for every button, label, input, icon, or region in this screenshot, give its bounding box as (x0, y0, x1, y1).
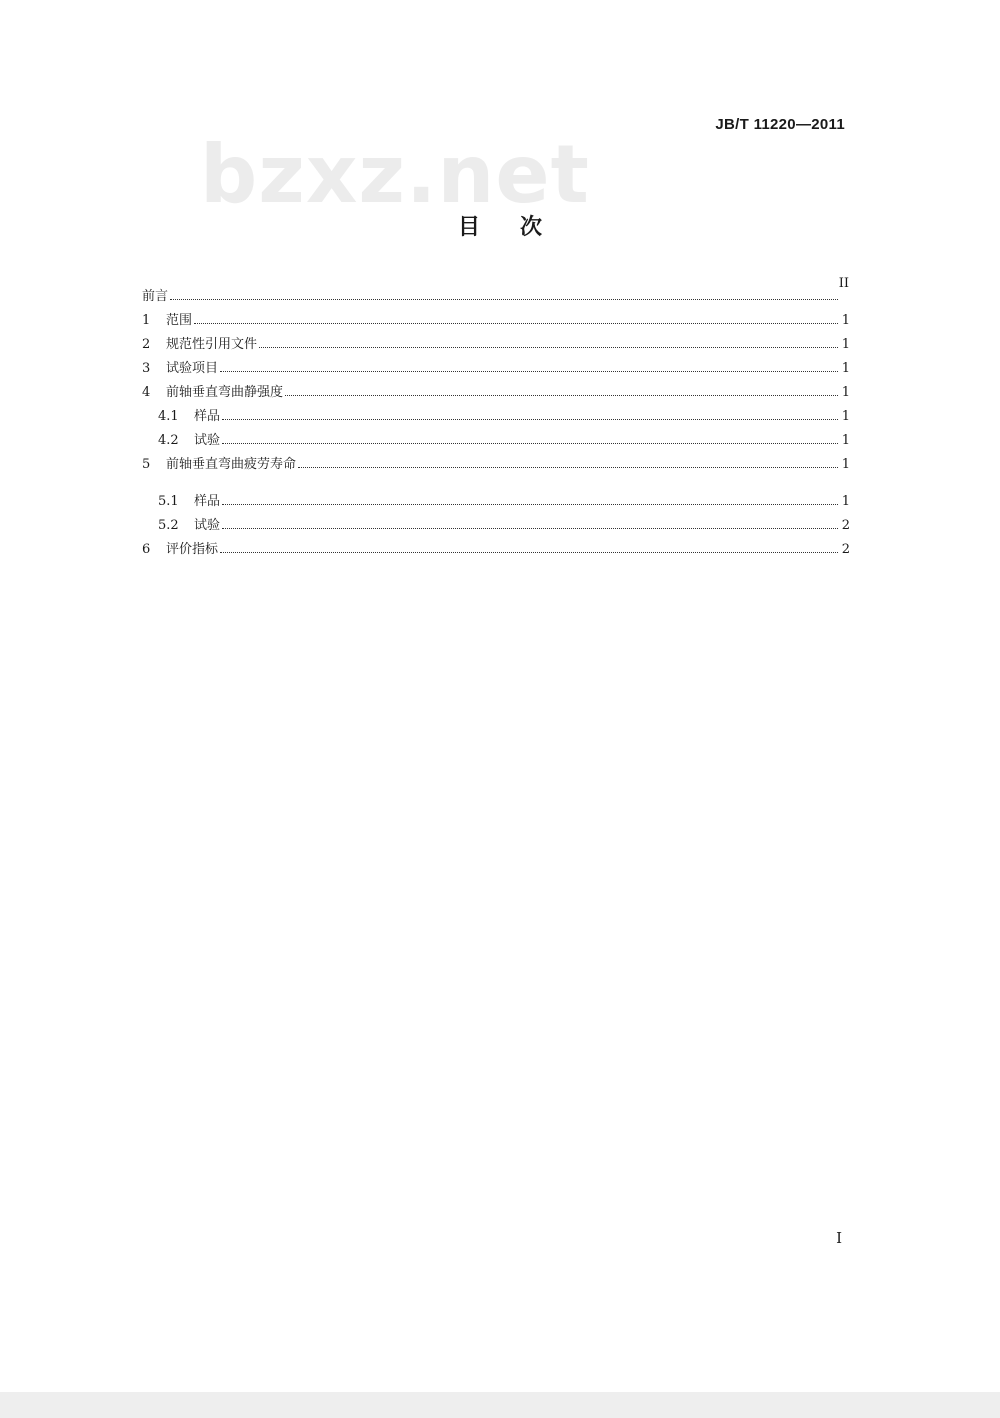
toc-row-6[interactable] (142, 537, 850, 557)
toc-number: 4 (142, 385, 151, 400)
toc-label: 规范性引用文件 (166, 337, 258, 352)
toc-label: 前轴垂直弯曲静强度 (166, 385, 284, 400)
toc-leader (259, 346, 838, 348)
toc-leader (222, 527, 838, 529)
toc-number: 4.2 (158, 433, 179, 448)
toc-page: 2 (841, 518, 850, 533)
toc-label: 样品 (194, 494, 221, 509)
toc-row-5-2[interactable] (142, 513, 850, 533)
toc-leader (220, 551, 838, 553)
toc-leader (220, 370, 838, 372)
toc-label: 范围 (166, 313, 193, 328)
toc-number: 2 (142, 337, 151, 352)
toc-number: 4.1 (158, 409, 179, 424)
toc-row-foreword[interactable] (142, 284, 850, 304)
toc-page: 1 (841, 409, 850, 424)
toc-row-2[interactable] (142, 332, 850, 352)
toc-page: 1 (841, 385, 850, 400)
toc-row-4[interactable] (142, 380, 850, 400)
toc-leader (222, 503, 838, 505)
page-number: I (836, 1229, 842, 1247)
toc-foreword-page: II (838, 276, 849, 291)
toc-number: 1 (142, 313, 151, 328)
toc-leader (285, 394, 838, 396)
toc-leader (194, 322, 838, 324)
standard-code: JB/T 11220—2011 (715, 116, 845, 133)
toc-row-3[interactable] (142, 356, 850, 376)
toc-label: 评价指标 (166, 542, 219, 557)
page-title: 目次 (457, 215, 582, 240)
toc-label: 试验 (194, 518, 221, 533)
toc-label: 试验 (194, 433, 221, 448)
toc-row-5-1[interactable] (142, 489, 850, 509)
scan-edge (0, 1392, 1000, 1418)
toc-label: 试验项目 (166, 361, 219, 376)
toc-page: 1 (841, 337, 850, 352)
toc-page: 1 (841, 433, 850, 448)
toc-number: 6 (142, 542, 151, 557)
toc-label: 样品 (194, 409, 221, 424)
toc-page: 1 (841, 361, 850, 376)
toc-label: 前言 (142, 289, 169, 304)
toc-number: 3 (142, 361, 151, 376)
toc-page: 2 (841, 542, 850, 557)
watermark: bzxz.net (200, 128, 590, 221)
toc-leader (170, 298, 838, 300)
toc-page: 1 (841, 313, 850, 328)
toc-row-1[interactable] (142, 308, 850, 328)
toc-page: 1 (841, 494, 850, 509)
toc-row-4-2[interactable] (142, 428, 850, 448)
toc-number: 5.2 (158, 518, 179, 533)
toc-leader (298, 466, 838, 468)
toc-page: 1 (841, 457, 850, 472)
toc-row-4-1[interactable] (142, 404, 850, 424)
toc-number: 5 (142, 457, 151, 472)
toc-leader (222, 442, 838, 444)
toc-row-5[interactable] (142, 452, 850, 472)
toc-leader (222, 418, 838, 420)
toc-label: 前轴垂直弯曲疲劳寿命 (166, 457, 297, 472)
toc-number: 5.1 (158, 494, 179, 509)
